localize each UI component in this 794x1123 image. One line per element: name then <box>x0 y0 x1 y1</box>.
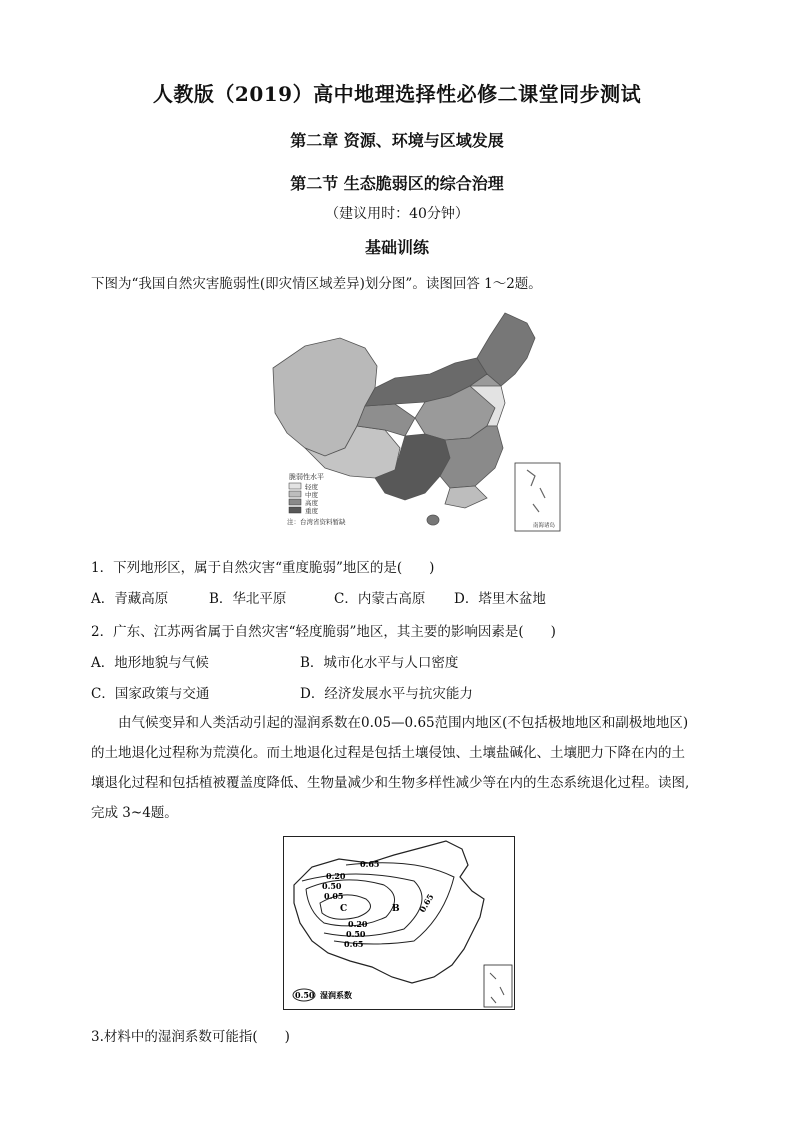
map-note: 注：台湾省资料暂缺 <box>287 518 346 526</box>
q1-option-d[interactable]: D．塔里木盆地 <box>454 591 546 607</box>
question-2-stem: 2．广东、江苏两省属于自然灾害“轻度脆弱”地区，其主要的影响因素是( ) <box>91 624 556 640</box>
intro-text-1: 下图为“我国自然灾害脆弱性(即灾情区域差异)划分图”。读图回答 1～2题。 <box>91 276 542 292</box>
humidity-map <box>283 836 515 1010</box>
passage-line-3: 壤退化过程和包括植被覆盖度降低、生物量减少和生物多样性减少等在内的生态系统退化过程。读图, <box>91 775 690 791</box>
legend-label-severe: 重度 <box>305 507 318 515</box>
page-title: 人教版（2019）高中地理选择性必修二课堂同步测试 <box>152 82 642 106</box>
humidity-map-svg <box>284 837 514 1009</box>
passage-line-4: 完成 3~4题。 <box>91 805 178 821</box>
legend-title: 脆弱性水平 <box>289 473 324 481</box>
contour-label-2: 0.20 <box>326 871 346 881</box>
passage-line-2: 的土地退化过程称为荒漠化。而土地退化过程是包括土壤侵蚀、土壤盐碱化、土壤肥力下降在内的土 <box>91 745 685 761</box>
q2-option-a[interactable]: A．地形地貌与气候 <box>91 655 209 671</box>
q2-option-d[interactable]: D．经济发展水平与抗灾能力 <box>300 686 473 702</box>
legend-swatch-medium <box>289 491 301 497</box>
map-region-southeast <box>445 486 487 508</box>
point-b: B <box>392 904 400 914</box>
section-heading: 第二节 生态脆弱区的综合治理 <box>290 174 504 193</box>
legend-label-light: 轻度 <box>305 483 318 491</box>
contour-label-7: 0.65 <box>344 939 364 949</box>
contour-label-6: 0.50 <box>346 929 366 939</box>
contour-label-5: 0.20 <box>348 919 368 929</box>
legend-value: 0.50 <box>295 990 315 1000</box>
vulnerability-map <box>265 308 575 538</box>
q1-option-b[interactable]: B．华北平原 <box>209 591 287 607</box>
q2-option-c[interactable]: C．国家政策与交通 <box>91 686 210 702</box>
legend-label-high: 高度 <box>305 499 318 507</box>
question-1-stem: 1．下列地形区，属于自然灾害“重度脆弱”地区的是( ) <box>91 560 435 576</box>
contour-label-8: 0.65 <box>417 892 436 914</box>
inset-label: 南海诸岛 <box>533 523 556 529</box>
basic-training-heading: 基础训练 <box>364 238 429 257</box>
inset-frame <box>515 463 560 531</box>
contour-label-3: 0.50 <box>322 881 342 891</box>
legend-swatch-high <box>289 499 301 505</box>
contour-label-1: 0.65 <box>360 859 380 869</box>
passage-line-1: 由气候变异和人类活动引起的湿润系数在0.05—0.65范围内地区(不包括极地地区和副极地地区) <box>118 715 689 731</box>
question-3-stem: 3.材料中的湿润系数可能指( ) <box>91 1029 290 1045</box>
inset-frame-2 <box>484 965 512 1007</box>
point-c: C <box>340 904 348 914</box>
q1-option-a[interactable]: A．青藏高原 <box>91 591 169 607</box>
time-hint: （建议用时：40分钟） <box>325 206 469 222</box>
contour-label-4: 0.05 <box>324 891 344 901</box>
q2-option-b[interactable]: B．城市化水平与人口密度 <box>300 655 459 671</box>
vulnerability-map-svg <box>265 308 575 538</box>
chapter-heading: 第二章 资源、环境与区域发展 <box>290 131 504 150</box>
legend-label-medium: 中度 <box>305 491 318 499</box>
legend-swatch-light <box>289 483 301 489</box>
map-region-hainan <box>427 515 439 525</box>
legend-swatch-severe <box>289 507 301 513</box>
q1-option-c[interactable]: C．内蒙古高原 <box>334 591 426 607</box>
legend-text: 湿润系数 <box>320 991 352 1000</box>
